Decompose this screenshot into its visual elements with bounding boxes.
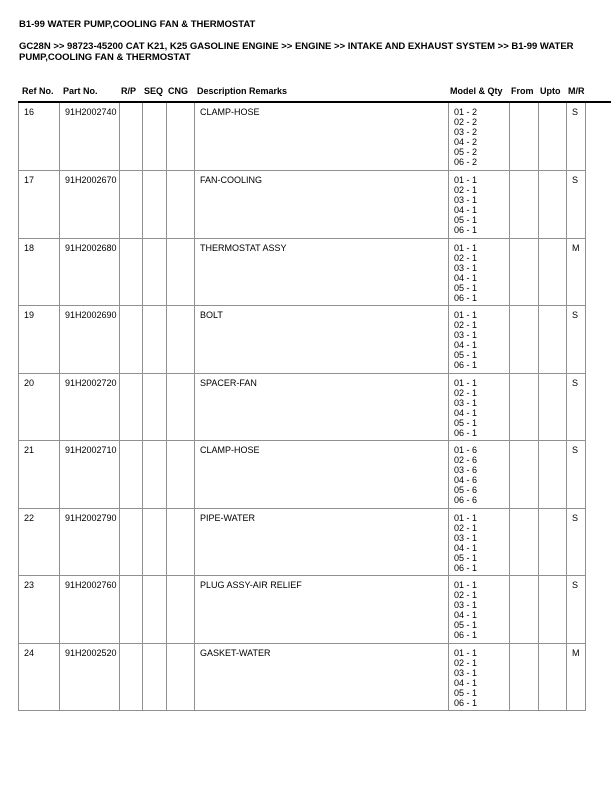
model-qty-line: 05 - 1 bbox=[454, 687, 478, 698]
from-cell bbox=[510, 441, 539, 509]
ref-no-cell: 17 bbox=[19, 171, 60, 239]
description-cell: PIPE-WATER bbox=[195, 508, 449, 576]
model-qty-line: 04 - 1 bbox=[454, 340, 478, 350]
model-qty-cell bbox=[449, 238, 510, 306]
column-header-seq: SEQ bbox=[144, 86, 164, 96]
model-qty-line: 05 - 1 bbox=[454, 552, 478, 563]
upto-cell bbox=[539, 441, 567, 509]
part-no-cell: 91H2002720 bbox=[60, 373, 120, 441]
model-qty-line: 01 - 1 bbox=[454, 310, 478, 320]
model-qty-line: 04 - 2 bbox=[454, 137, 478, 147]
part-no-cell: 91H2002520 bbox=[60, 643, 120, 711]
table-row bbox=[19, 373, 586, 441]
seq-cell bbox=[143, 103, 167, 171]
ref-no-cell: 20 bbox=[19, 373, 60, 441]
rp-cell bbox=[120, 103, 143, 171]
seq-cell bbox=[143, 306, 167, 374]
page-title: B1-99 WATER PUMP,COOLING FAN & THERMOSTAT bbox=[19, 19, 256, 30]
description-cell: FAN-COOLING bbox=[195, 171, 449, 239]
model-qty-line: 02 - 1 bbox=[454, 320, 478, 330]
model-qty-line: 04 - 1 bbox=[454, 677, 478, 688]
cng-cell bbox=[167, 576, 195, 644]
upto-cell bbox=[539, 508, 567, 576]
rp-cell bbox=[120, 171, 143, 239]
from-cell bbox=[510, 508, 539, 576]
model-qty-cell bbox=[449, 103, 510, 171]
part-no-cell: 91H2002760 bbox=[60, 576, 120, 644]
seq-cell bbox=[143, 508, 167, 576]
upto-cell bbox=[539, 306, 567, 374]
description-cell: SPACER-FAN bbox=[195, 373, 449, 441]
model-qty-line: 02 - 1 bbox=[454, 590, 478, 600]
column-header-upto: Upto bbox=[540, 86, 561, 96]
model-qty-line: 05 - 1 bbox=[454, 620, 478, 630]
seq-cell bbox=[143, 643, 167, 711]
cng-cell bbox=[167, 373, 195, 441]
model-qty-cell bbox=[449, 171, 510, 239]
table-row bbox=[19, 441, 586, 509]
ref-no-cell: 18 bbox=[19, 238, 60, 306]
seq-cell bbox=[143, 576, 167, 644]
column-header-ref-no: Ref No. bbox=[22, 86, 54, 96]
table-row bbox=[19, 171, 586, 239]
table-row bbox=[19, 576, 586, 644]
mr-cell: S bbox=[567, 508, 586, 576]
table-row bbox=[19, 238, 586, 306]
model-qty-line: 02 - 2 bbox=[454, 117, 478, 127]
ref-no-cell: 19 bbox=[19, 306, 60, 374]
upto-cell bbox=[539, 238, 567, 306]
breadcrumb bbox=[19, 42, 599, 63]
from-cell bbox=[510, 373, 539, 441]
mr-cell: M bbox=[567, 643, 586, 711]
rp-cell bbox=[120, 441, 143, 509]
description-cell: CLAMP-HOSE bbox=[195, 103, 449, 171]
model-qty-line: 03 - 1 bbox=[454, 532, 478, 543]
model-qty-line: 01 - 1 bbox=[454, 580, 478, 590]
model-qty-line: 06 - 1 bbox=[454, 562, 478, 573]
part-no-cell: 91H2002790 bbox=[60, 508, 120, 576]
cng-cell bbox=[167, 238, 195, 306]
model-qty-line: 02 - 1 bbox=[454, 522, 478, 533]
mr-cell: M bbox=[567, 238, 586, 306]
model-qty-line: 06 - 6 bbox=[454, 495, 478, 505]
upto-cell bbox=[539, 103, 567, 171]
mr-cell: S bbox=[567, 103, 586, 171]
seq-cell bbox=[143, 238, 167, 306]
model-qty-line: 04 - 1 bbox=[454, 272, 478, 283]
model-qty-line: 06 - 1 bbox=[454, 697, 478, 708]
column-header-cng: CNG bbox=[168, 86, 188, 96]
model-qty-line: 06 - 1 bbox=[454, 630, 478, 640]
description-cell: GASKET-WATER bbox=[195, 643, 449, 711]
model-qty-line: 01 - 1 bbox=[454, 242, 478, 253]
model-qty-line: 04 - 1 bbox=[454, 407, 478, 418]
ref-no-cell: 24 bbox=[19, 643, 60, 711]
part-no-cell: 91H2002740 bbox=[60, 103, 120, 171]
part-no-cell: 91H2002670 bbox=[60, 171, 120, 239]
model-qty-line: 04 - 6 bbox=[454, 475, 478, 485]
model-qty-cell bbox=[449, 373, 510, 441]
model-qty-cell bbox=[449, 576, 510, 644]
table-row bbox=[19, 306, 586, 374]
table-row bbox=[19, 643, 586, 711]
model-qty-line: 06 - 2 bbox=[454, 157, 478, 167]
table-row bbox=[19, 103, 586, 171]
model-qty-line: 05 - 1 bbox=[454, 215, 478, 225]
model-qty-line: 03 - 6 bbox=[454, 465, 478, 475]
seq-cell bbox=[143, 441, 167, 509]
from-cell bbox=[510, 643, 539, 711]
model-qty-line: 02 - 6 bbox=[454, 455, 478, 465]
part-no-cell: 91H2002690 bbox=[60, 306, 120, 374]
rp-cell bbox=[120, 643, 143, 711]
model-qty-line: 03 - 1 bbox=[454, 195, 478, 205]
model-qty-line: 03 - 1 bbox=[454, 600, 478, 610]
model-qty-line: 05 - 1 bbox=[454, 417, 478, 428]
ref-no-cell: 21 bbox=[19, 441, 60, 509]
description-cell: BOLT bbox=[195, 306, 449, 374]
cng-cell bbox=[167, 643, 195, 711]
model-qty-cell bbox=[449, 508, 510, 576]
model-qty-line: 01 - 1 bbox=[454, 647, 478, 658]
mr-cell: S bbox=[567, 576, 586, 644]
rp-cell bbox=[120, 508, 143, 576]
parts-table-body bbox=[19, 103, 586, 711]
model-qty-line: 03 - 1 bbox=[454, 330, 478, 340]
mr-cell: S bbox=[567, 373, 586, 441]
table-row bbox=[19, 508, 586, 576]
description-cell: CLAMP-HOSE bbox=[195, 441, 449, 509]
breadcrumb-line: PUMP,COOLING FAN & THERMOSTAT bbox=[19, 51, 191, 63]
model-qty-line: 04 - 1 bbox=[454, 205, 478, 215]
mr-cell: S bbox=[567, 306, 586, 374]
column-header-rp: R/P bbox=[121, 86, 137, 96]
mr-cell: S bbox=[567, 171, 586, 239]
part-no-cell: 91H2002710 bbox=[60, 441, 120, 509]
model-qty-line: 06 - 1 bbox=[454, 292, 478, 303]
seq-cell bbox=[143, 171, 167, 239]
column-header-description: Description Remarks bbox=[197, 86, 288, 96]
cng-cell bbox=[167, 508, 195, 576]
from-cell bbox=[510, 576, 539, 644]
ref-no-cell: 16 bbox=[19, 103, 60, 171]
model-qty-cell bbox=[449, 441, 510, 509]
column-header-model-qty: Model & Qty bbox=[450, 86, 503, 96]
model-qty-line: 02 - 1 bbox=[454, 657, 478, 668]
part-no-cell: 91H2002680 bbox=[60, 238, 120, 306]
model-qty-cell bbox=[449, 306, 510, 374]
mr-cell: S bbox=[567, 441, 586, 509]
rp-cell bbox=[120, 373, 143, 441]
cng-cell bbox=[167, 171, 195, 239]
model-qty-line: 04 - 1 bbox=[454, 610, 478, 620]
upto-cell bbox=[539, 643, 567, 711]
from-cell bbox=[510, 306, 539, 374]
model-qty-line: 05 - 6 bbox=[454, 485, 478, 495]
breadcrumb-line: GC28N >> 98723-45200 CAT K21, K25 GASOLINE ENGINE >> ENGINE >> INTAKE AND EXHAUST SYSTEM >> B1-99 WATER bbox=[19, 41, 574, 52]
upto-cell bbox=[539, 576, 567, 644]
model-qty-line: 03 - 1 bbox=[454, 397, 478, 408]
rp-cell bbox=[120, 306, 143, 374]
ref-no-cell: 22 bbox=[19, 508, 60, 576]
model-qty-line: 01 - 1 bbox=[454, 377, 478, 388]
model-qty-line: 06 - 1 bbox=[454, 427, 478, 438]
rp-cell bbox=[120, 576, 143, 644]
model-qty-line: 02 - 1 bbox=[454, 185, 478, 195]
model-qty-line: 01 - 6 bbox=[454, 445, 478, 455]
model-qty-line: 05 - 1 bbox=[454, 282, 478, 293]
description-cell: THERMOSTAT ASSY bbox=[195, 238, 449, 306]
model-qty-line: 03 - 1 bbox=[454, 262, 478, 273]
from-cell bbox=[510, 171, 539, 239]
model-qty-line: 02 - 1 bbox=[454, 387, 478, 398]
cng-cell bbox=[167, 103, 195, 171]
rp-cell bbox=[120, 238, 143, 306]
upto-cell bbox=[539, 373, 567, 441]
description-cell: PLUG ASSY-AIR RELIEF bbox=[195, 576, 449, 644]
model-qty-line: 05 - 2 bbox=[454, 147, 478, 157]
model-qty-line: 03 - 1 bbox=[454, 667, 478, 678]
column-header-part-no: Part No. bbox=[63, 86, 98, 96]
model-qty-line: 02 - 1 bbox=[454, 252, 478, 263]
from-cell bbox=[510, 238, 539, 306]
cng-cell bbox=[167, 441, 195, 509]
cng-cell bbox=[167, 306, 195, 374]
model-qty-line: 03 - 2 bbox=[454, 127, 478, 137]
model-qty-line: 06 - 1 bbox=[454, 225, 478, 235]
model-qty-line: 06 - 1 bbox=[454, 360, 478, 370]
model-qty-line: 01 - 2 bbox=[454, 107, 478, 117]
parts-table bbox=[18, 103, 586, 711]
column-header-mr: M/R bbox=[568, 86, 585, 96]
model-qty-line: 04 - 1 bbox=[454, 542, 478, 553]
model-qty-line: 01 - 1 bbox=[454, 175, 478, 185]
from-cell bbox=[510, 103, 539, 171]
table-column-headers bbox=[18, 86, 585, 97]
model-qty-line: 01 - 1 bbox=[454, 512, 478, 523]
upto-cell bbox=[539, 171, 567, 239]
model-qty-cell bbox=[449, 643, 510, 711]
seq-cell bbox=[143, 373, 167, 441]
ref-no-cell: 23 bbox=[19, 576, 60, 644]
model-qty-line: 05 - 1 bbox=[454, 350, 478, 360]
column-header-from: From bbox=[511, 86, 534, 96]
